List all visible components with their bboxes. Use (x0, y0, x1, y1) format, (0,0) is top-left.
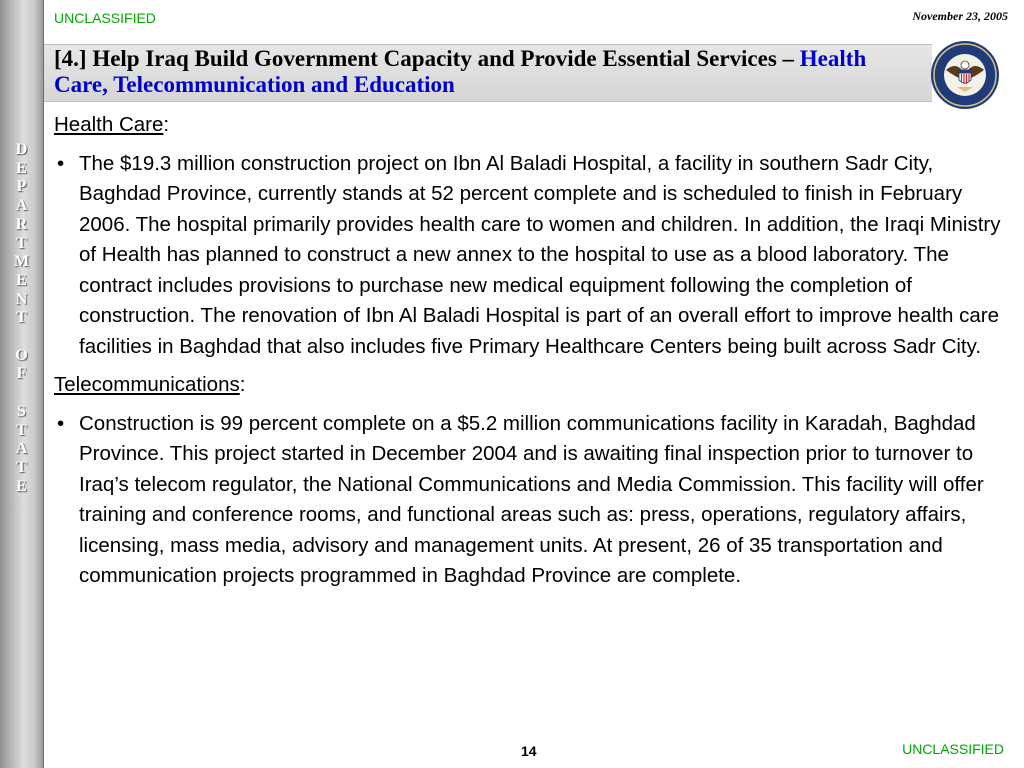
sidebar-letter: T (16, 458, 27, 476)
bullet-text: Construction is 99 percent complete on a $5.2 million communications facility in Karadah, Baghdad Province. This project started in December 2004 and is awaiting final inspection prior to turnover to Iraq’s telecom regulator, the National Communications and Media Commission. This facility will offer training and conference rooms, and functional areas such as: press, operations, regulatory affairs, licensing, mass media, advisory and management units. At present, 26 of 35 transportation and communication projects programmed in Baghdad Province are complete. (79, 411, 984, 587)
classification-header: UNCLASSIFIED (54, 10, 156, 26)
heading-colon: : (239, 373, 246, 396)
state-department-seal-logo (930, 40, 1000, 110)
sidebar-vertical-text (0, 141, 43, 496)
section-heading-health-care (54, 110, 1004, 141)
sidebar-letter: M (13, 253, 30, 271)
slide-date: November 23, 2005 (912, 9, 1008, 23)
title-subtopic: Health Care, Telecommunication and Education (54, 46, 867, 97)
heading-colon: : (163, 113, 170, 136)
sidebar-letter: S (17, 402, 26, 420)
bullet-text: The $19.3 million construction project on Ibn Al Baladi Hospital, a facility in southern Sadr City, Baghdad Province, currently stands at 52 percent complete and is scheduled to finish in February 2006. The hospital primarily provides health care to women and children. In addition, the Iraqi Ministry of Health has planned to construct a new annex to the hospital to use as a blood laboratory. The contract includes provisions to purchase new medical equipment following the completion of construction. The renovation of Ibn Al Baladi Hospital is part of an overall effort to improve health care facilities in Baghdad that also includes five Primary Healthcare Centers being built across Sadr City. (79, 151, 1001, 358)
bullet-marker: • (57, 151, 65, 175)
sidebar-letter: N (15, 290, 28, 308)
slide-body (54, 110, 1004, 600)
sidebar-letter: F (16, 365, 27, 383)
sidebar-letter: T (16, 421, 27, 439)
department-of-state-sidebar (0, 0, 44, 768)
page-number: 14 (521, 743, 537, 759)
classification-footer: UNCLASSIFIED (902, 741, 1004, 757)
sidebar-letter: T (16, 234, 27, 252)
section-heading-telecommunications (54, 370, 1004, 401)
sidebar-letter: T (16, 309, 27, 327)
heading-text: Health Care (54, 113, 164, 136)
slide-title (54, 46, 924, 98)
heading-text: Telecommunications (54, 373, 240, 396)
sidebar-letter: O (15, 346, 28, 364)
bullet-health-care (54, 149, 1004, 363)
sidebar-letter: R (15, 215, 28, 233)
sidebar-letter: D (15, 141, 28, 158)
sidebar-letter: P (16, 178, 27, 196)
bullet-telecommunications (54, 409, 1004, 592)
sidebar-letter: A (15, 197, 28, 215)
bullet-marker: • (57, 411, 65, 435)
sidebar-letter: E (16, 477, 27, 495)
title-main: [4.] Help Iraq Build Government Capacity and Provide Essential Services – (54, 46, 800, 71)
sidebar-letter: E (16, 271, 27, 289)
sidebar-letter: E (16, 159, 27, 177)
sidebar-letter: A (15, 440, 28, 458)
